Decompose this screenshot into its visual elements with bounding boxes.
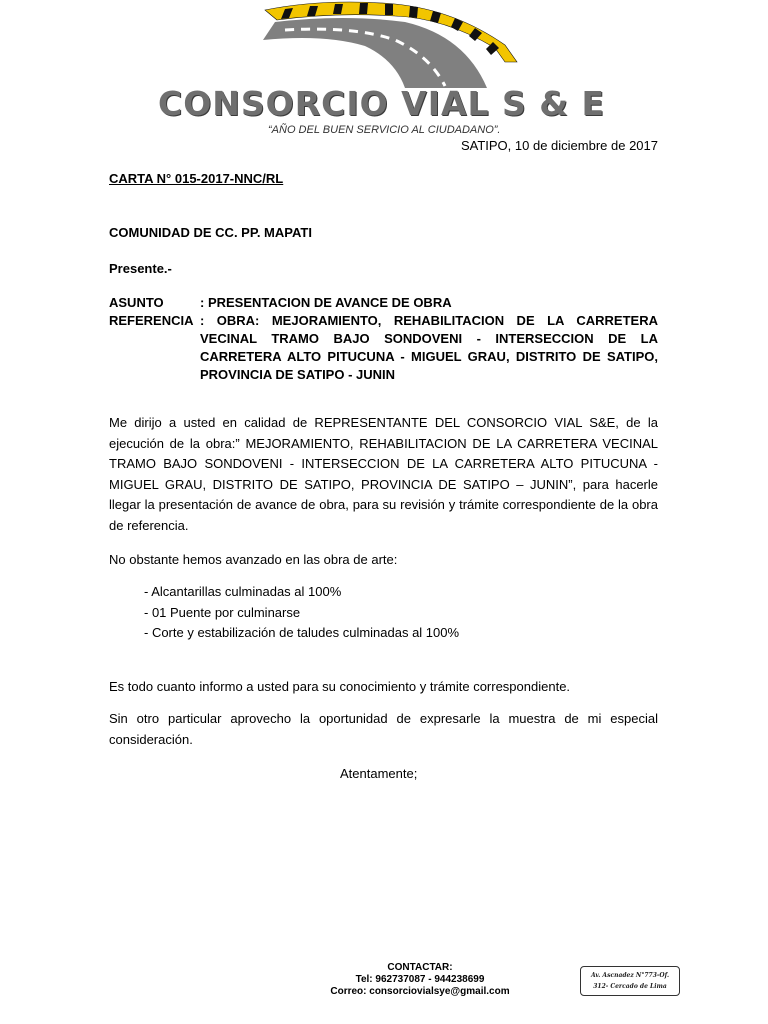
carta-number: CARTA N° 015-2017-NNC/RL [109, 171, 284, 186]
contact-title: CONTACTAR: [387, 962, 453, 973]
closing: Atentamente; [340, 766, 418, 781]
date-line: SATIPO, 10 de diciembre de 2017 [460, 138, 658, 153]
company-name: CONSORCIO VIAL S & E [158, 84, 606, 123]
recipient: COMUNIDAD DE CC. PP. MAPATI [109, 225, 312, 240]
contact-phones: Tel: 962737087 - 944238699 [355, 974, 485, 985]
greeting: Presente.- [109, 261, 172, 276]
list-item: - Corte y estabilización de taludes culminadas al 100% [144, 625, 460, 640]
address-box [580, 966, 680, 996]
asunto-value: : PRESENTACION DE AVANCE DE OBRA [200, 295, 452, 310]
paragraph-regards: Sin otro particular aprovecho la oportunidad de expresarle la muestra de mi especial consideración. [109, 711, 658, 747]
road-logo-icon [255, 0, 525, 90]
referencia-label: REFERENCIA [109, 313, 194, 328]
referencia-row [109, 312, 658, 384]
list-item: - 01 Puente por culminarse [144, 604, 301, 620]
address-line: 312- Cercado de Lima [593, 983, 667, 990]
footer-contact [250, 962, 590, 998]
subject-block [109, 294, 658, 384]
address-line: Av. Ascnadez N°773-Of. [590, 972, 670, 979]
asunto-label: ASUNTO [109, 295, 164, 310]
referencia-value: : OBRA: MEJORAMIENTO, REHABILITACION DE LA CARRETERA VECINAL TRAMO BAJO SONDOVENI - INTERSECCION DE LA CARRETERA ALTO PITUCUNA - MIGUEL GRAU, DISTRITO DE SATIPO, PROVINCIA DE SATIPO - JUNIN [200, 313, 658, 382]
paragraph-report: Es todo cuanto informo a usted para su conocimiento y trámite correspondiente. [109, 679, 571, 694]
paragraph-intro: Me dirijo a usted en calidad de REPRESENTANTE DEL CONSORCIO VIAL S&E, de la ejecución de la obra:” MEJORAMIENTO, REHABILITACION DE LA CARRETERA VECINAL TRAMO BAJO SONDOVENI - INTERSECCION DE LA CARRETERA ALTO PITUCUNA - MIGUEL GRAU, DISTRITO DE SATIPO, PROVINCIA DE SATIPO – JUNIN”, para hacerle llegar la presentación de avance de obra, para su revisión y trámite correspondiente de la obra de referencia. [109, 415, 658, 533]
asunto-row [109, 294, 658, 312]
motto: “AÑO DEL BUEN SERVICIO AL CIUDADANO”. [268, 124, 501, 136]
paragraph-progress: No obstante hemos avanzado en las obra de arte: [109, 552, 398, 567]
contact-email: Correo: consorciovialsye@gmail.com [330, 986, 510, 997]
progress-list [144, 582, 644, 644]
list-item: - Alcantarillas culminadas al 100% [144, 584, 342, 599]
